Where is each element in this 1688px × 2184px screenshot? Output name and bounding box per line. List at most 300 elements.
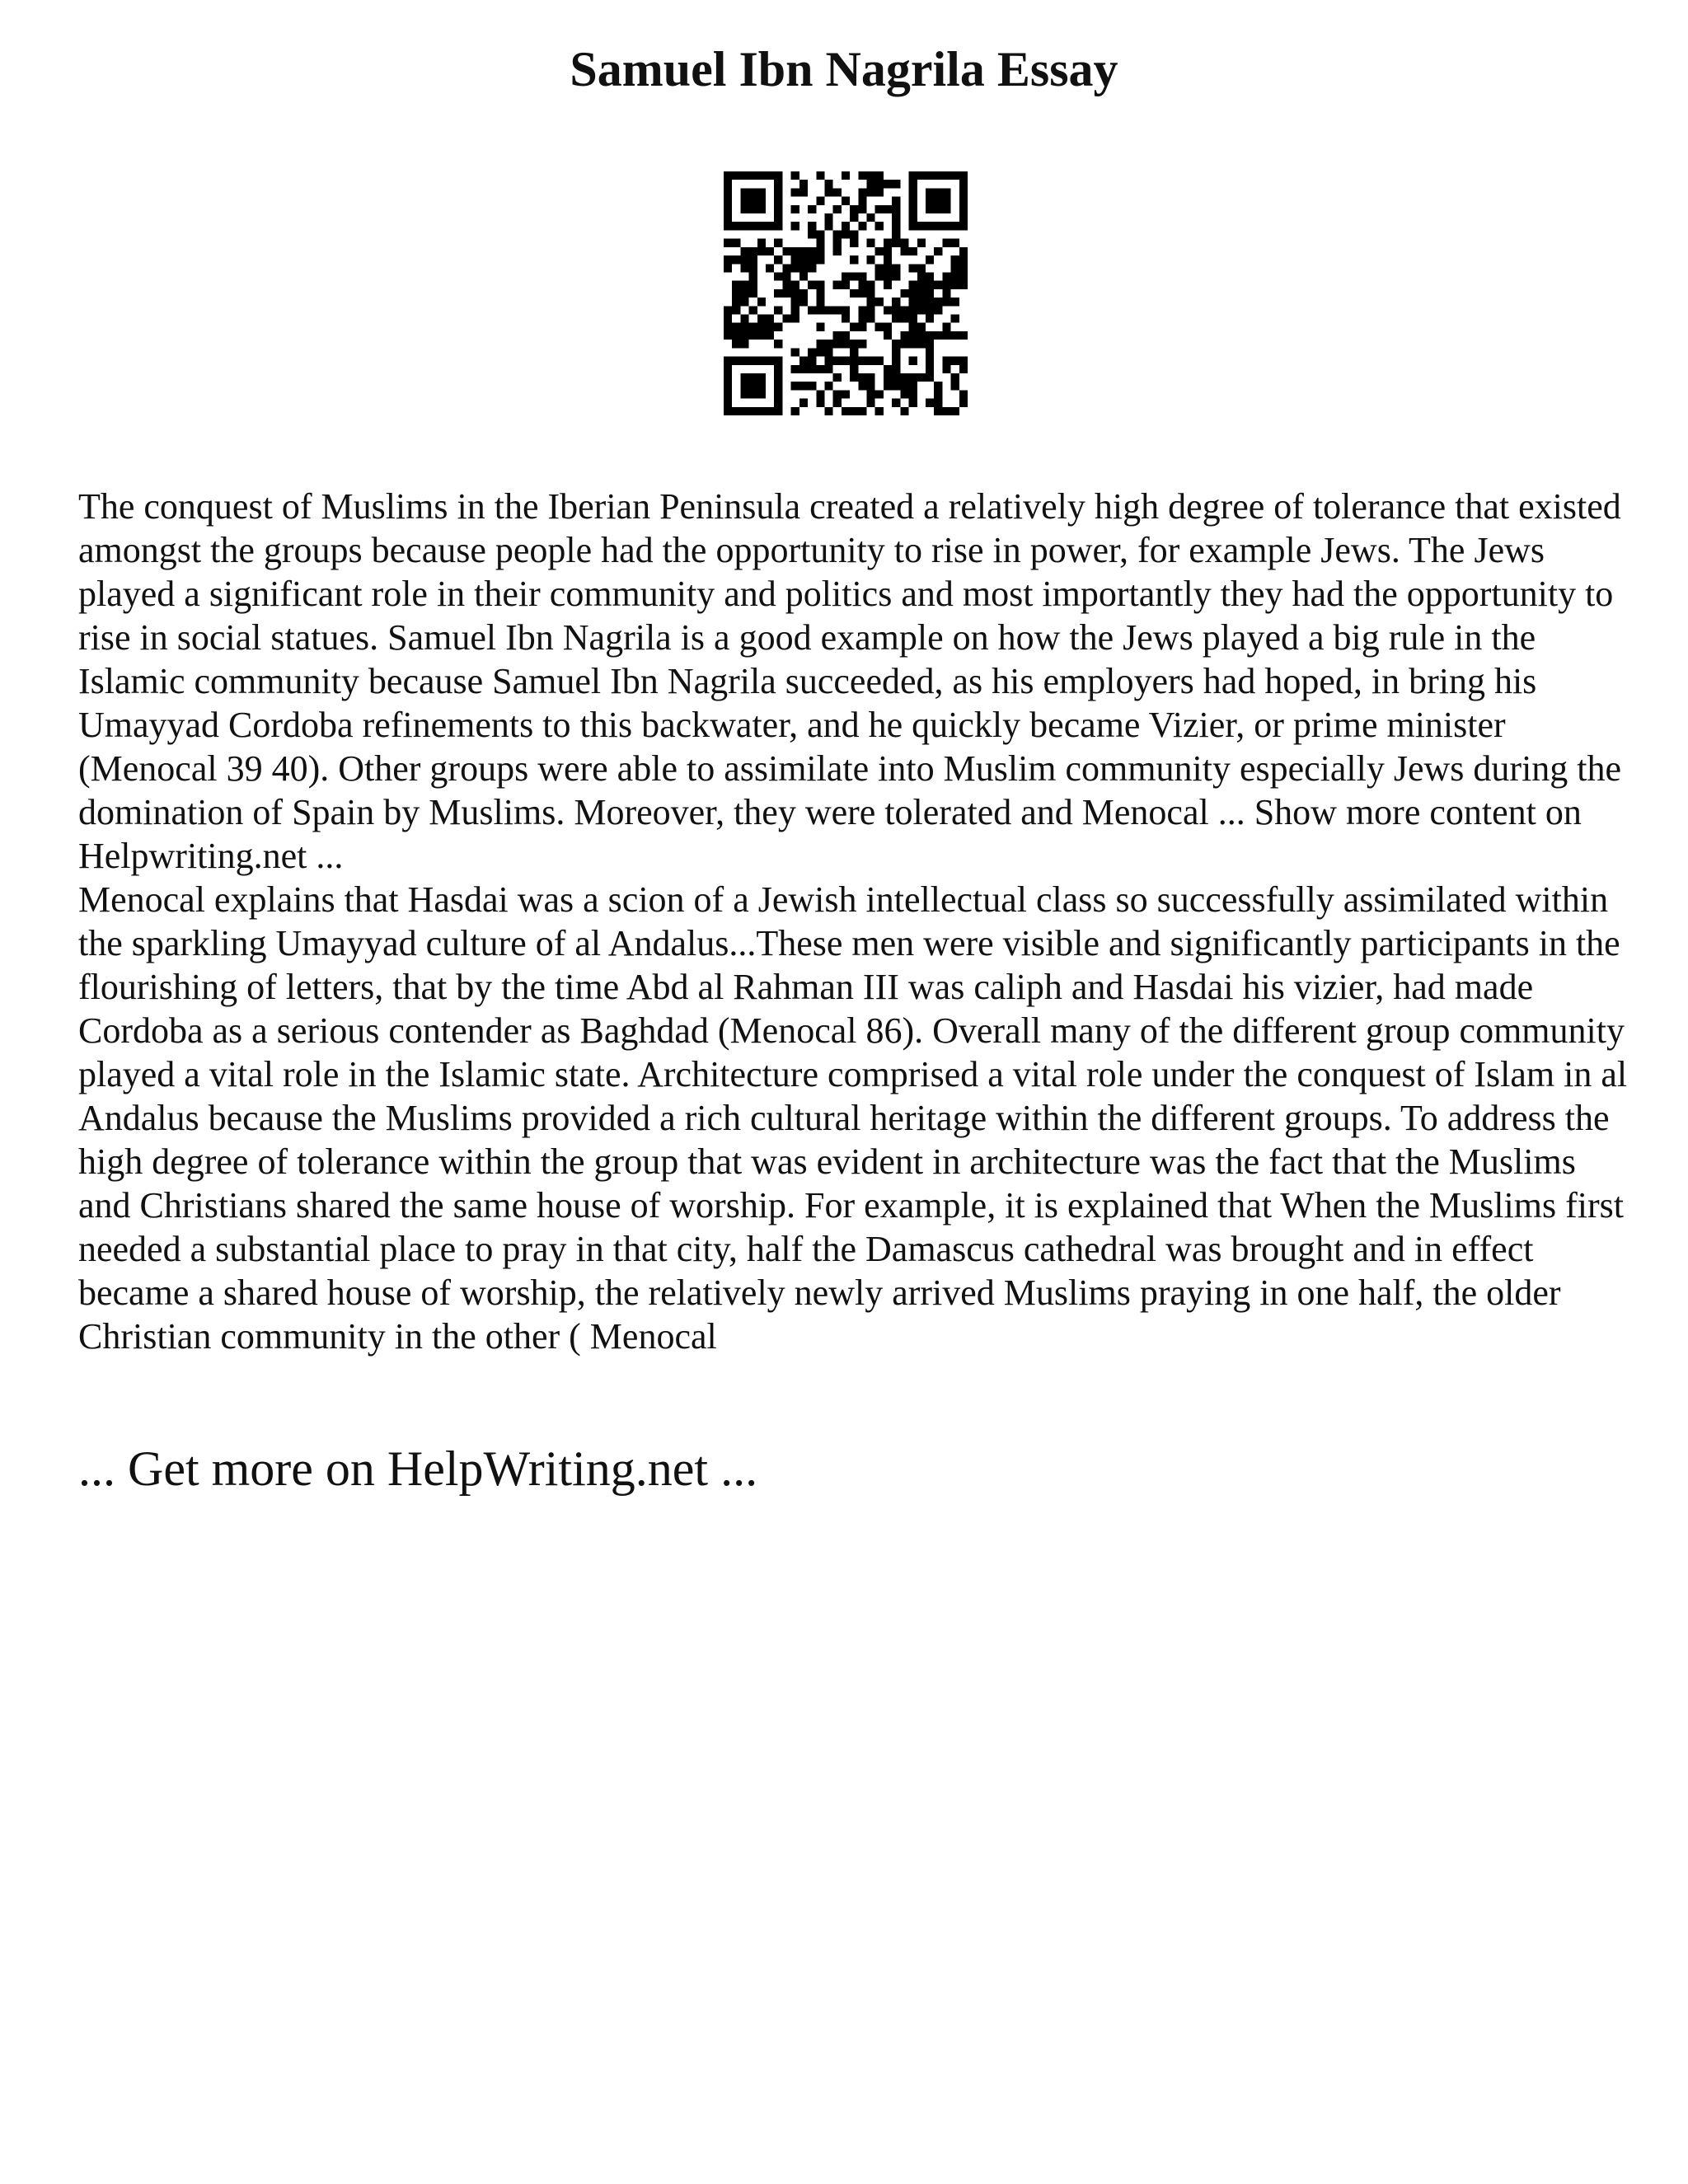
qr-module [917,298,926,306]
qr-module [959,222,968,230]
qr-module [774,197,782,205]
qr-module [757,239,766,247]
qr-module [749,323,757,331]
qr-module [816,306,824,314]
qr-module [791,365,799,373]
qr-module [909,171,917,180]
qr-module [724,407,732,415]
qr-module [724,239,732,247]
qr-module [909,315,917,323]
qr-module [959,399,968,407]
qr-module [942,197,950,205]
qr-module [942,407,950,415]
qr-module [749,205,757,213]
qr-module [909,188,917,196]
qr-module [833,188,842,196]
qr-module [766,357,774,365]
qr-module [732,323,740,331]
qr-module [833,247,842,255]
qr-module [934,407,942,415]
qr-module [892,239,900,247]
qr-module [833,357,842,365]
qr-module [757,222,766,230]
qr-module [917,289,926,298]
qr-module [909,399,917,407]
qr-module [892,264,900,272]
qr-module [917,373,926,382]
qr-module [884,373,892,382]
qr-module [951,382,959,390]
qr-module [909,331,917,340]
qr-module [740,407,748,415]
qr-module [959,357,968,365]
qr-module [740,255,748,264]
qr-module [816,247,824,255]
qr-module [942,239,950,247]
qr-module [724,213,732,222]
qr-module [892,399,900,407]
qr-module [824,188,832,196]
qr-module [808,222,816,230]
qr-module [791,315,799,323]
qr-module [808,205,816,213]
qr-module [757,315,766,323]
qr-module [875,180,884,188]
qr-module [774,357,782,365]
qr-module [959,255,968,264]
qr-module [724,382,732,390]
qr-module [724,180,732,188]
qr-module [858,289,866,298]
qr-module [875,390,884,398]
qr-module [917,281,926,289]
qr-module [749,272,757,280]
qr-module [858,323,866,331]
qr-module [732,298,740,306]
qr-module [740,222,748,230]
qr-module [791,407,799,415]
qr-module [740,281,748,289]
qr-module [808,281,816,289]
qr-module [900,239,908,247]
qr-module [850,255,858,264]
qr-module [824,348,832,356]
qr-module [749,382,757,390]
qr-module [850,230,858,238]
qr-module [942,281,950,289]
qr-module [892,365,900,373]
qr-module [951,281,959,289]
qr-module [799,298,808,306]
qr-module [858,205,866,213]
qr-module [959,247,968,255]
qr-module [816,171,824,180]
qr-module [884,205,892,213]
qr-module [917,331,926,340]
qr-module [884,239,892,247]
qr-module [926,399,934,407]
qr-module [959,188,968,196]
qr-module [799,289,808,298]
qr-module [892,180,900,188]
qr-module [867,399,875,407]
qr-module [724,315,732,323]
qr-module [951,373,959,382]
qr-module [740,247,748,255]
qr-module [858,306,866,314]
qr-module [724,306,732,314]
qr-code-image [724,171,968,415]
qr-module [724,264,732,272]
qr-module [858,171,866,180]
qr-module [766,264,774,272]
qr-module [867,390,875,398]
qr-module [740,373,748,382]
qr-module [892,230,900,238]
qr-module [782,247,790,255]
qr-module [850,365,858,373]
qr-module [833,239,842,247]
qr-module [892,348,900,356]
qr-module [875,171,884,180]
qr-module [942,188,950,196]
qr-module [799,247,808,255]
qr-module [942,298,950,306]
qr-module [917,272,926,280]
qr-module [909,180,917,188]
qr-module [740,340,748,348]
get-more-link[interactable]: ... Get more on HelpWriting.net ... [78,1441,758,1496]
qr-module [833,390,842,398]
qr-module [951,222,959,230]
qr-module [867,289,875,298]
qr-module [942,222,950,230]
qr-module [850,289,858,298]
qr-module [791,289,799,298]
qr-module [926,289,934,298]
qr-module [909,197,917,205]
qr-module [724,331,732,340]
qr-module [934,390,942,398]
qr-module [951,357,959,365]
qr-module [842,230,850,238]
qr-module [934,205,942,213]
qr-module [875,298,884,306]
qr-module [757,205,766,213]
qr-module [892,222,900,230]
qr-module [867,213,875,222]
qr-module [884,247,892,255]
qr-module [909,281,917,289]
qr-module [774,407,782,415]
qr-module [934,298,942,306]
qr-module [757,323,766,331]
qr-module [824,407,832,415]
qr-module [959,197,968,205]
qr-module [749,331,757,340]
qr-module [858,197,866,205]
qr-module [749,407,757,415]
qr-module [942,323,950,331]
qr-module [732,281,740,289]
qr-module [740,205,748,213]
qr-module [842,340,850,348]
qr-module [900,382,908,390]
qr-module [909,382,917,390]
qr-module [917,222,926,230]
qr-module [816,340,824,348]
qr-module [816,390,824,398]
qr-module [808,230,816,238]
qr-module [850,348,858,356]
qr-module [909,222,917,230]
qr-module [740,315,748,323]
qr-module [732,306,740,314]
qr-module [858,188,866,196]
qr-module [892,306,900,314]
qr-module [909,357,917,365]
qr-module [926,205,934,213]
qr-module [757,247,766,255]
qr-module [926,281,934,289]
qr-module [842,272,850,280]
qr-module [791,306,799,314]
qr-module [740,264,748,272]
qr-module [934,247,942,255]
qr-module [850,272,858,280]
qr-module [867,382,875,390]
qr-module [774,255,782,264]
qr-module [850,340,858,348]
qr-module [926,340,934,348]
qr-module [934,399,942,407]
qr-module [824,213,832,222]
qr-module [740,171,748,180]
qr-module [740,197,748,205]
qr-module [749,289,757,298]
qr-module [926,222,934,230]
qr-module [926,188,934,196]
qr-module [816,323,824,331]
qr-module [833,399,842,407]
qr-module [757,382,766,390]
qr-module [824,365,832,373]
qr-module [724,365,732,373]
qr-module [934,382,942,390]
qr-module [884,281,892,289]
qr-module [749,281,757,289]
qr-module [900,247,908,255]
qr-module [951,407,959,415]
qr-module [774,272,782,280]
qr-module [816,239,824,247]
qr-module [749,255,757,264]
qr-module [959,272,968,280]
qr-module [867,315,875,323]
qr-module [724,197,732,205]
qr-module [900,373,908,382]
qr-module [934,306,942,314]
qr-module [959,171,968,180]
qr-module [951,272,959,280]
qr-module [757,331,766,340]
qr-module [959,281,968,289]
qr-module [917,340,926,348]
qr-module [774,382,782,390]
qr-module [824,306,832,314]
qr-module [875,272,884,280]
qr-module [850,357,858,365]
qr-module [926,348,934,356]
qr-module [867,357,875,365]
document-title: Samuel Ibn Nagrila Essay [570,42,1118,96]
qr-module [926,357,934,365]
qr-module [740,188,748,196]
qr-module [951,264,959,272]
qr-module [926,255,934,264]
qr-module [791,264,799,272]
qr-module [892,340,900,348]
qr-module [724,399,732,407]
qr-module [774,323,782,331]
qr-module [875,407,884,415]
qr-module [732,239,740,247]
qr-module [757,188,766,196]
qr-module [926,315,934,323]
qr-module [842,281,850,289]
qr-module [842,171,850,180]
qr-module [749,197,757,205]
qr-module [791,281,799,289]
qr-module [842,306,850,314]
qr-module [909,289,917,298]
qr-module [740,357,748,365]
qr-module [867,298,875,306]
qr-module [766,323,774,331]
qr-module [749,390,757,398]
qr-module [858,357,866,365]
qr-module [799,357,808,365]
qr-module [808,382,816,390]
essay-paragraph-2: Menocal explains that Hasdai was a scion of a Jewish intellectual class so successfully assimilated within the sparkling Umayyad culture of al Andalus...These men were visible and significantly participants in the flourishing of letters, that by the time Abd al Rahman III was caliph and Hasdai his vizier, had made Cordoba as a serious contender as Baghdad (Menocal 86). Overall many of the different group community played a vital role in the Islamic state. Architecture comprised a vital role under the conquest of Islam in al Andalus because the Muslims provided a rich cultural heritage within the different groups. To address the high degree of tolerance within the group that was evident in architecture was the fact that the Muslims and Christians shared the same house of worship. For example, it is explained that When the Muslims first needed a substantial place to pray in that city, half the Damascus cathedral was brought and in effect became a shared house of worship, the relatively newly arrived Muslims praying in one half, the older Christian community in the other ( Menocal [78,879,1628,1357]
qr-module [884,382,892,390]
qr-module [774,171,782,180]
qr-module [867,180,875,188]
qr-module [884,272,892,280]
qr-module [816,230,824,238]
qr-module [774,213,782,222]
qr-module [824,357,832,365]
qr-module [808,365,816,373]
qr-module [842,315,850,323]
qr-module [774,390,782,398]
qr-module [774,373,782,382]
qr-module [774,340,782,348]
qr-module [934,281,942,289]
qr-module [782,289,790,298]
qr-module [909,390,917,398]
qr-module [842,331,850,340]
qr-module [749,247,757,255]
qr-module [892,205,900,213]
qr-module [934,222,942,230]
qr-module [740,390,748,398]
qr-module [951,171,959,180]
qr-module [842,197,850,205]
qr-module [766,407,774,415]
qr-module [934,188,942,196]
qr-module [732,255,740,264]
qr-module [900,315,908,323]
qr-module [917,171,926,180]
qr-module [740,289,748,298]
qr-module [959,264,968,272]
qr-module [808,306,816,314]
qr-module [833,281,842,289]
qr-module [816,197,824,205]
qr-module [934,197,942,205]
qr-module [732,171,740,180]
qr-module [749,222,757,230]
qr-module [791,205,799,213]
qr-module [917,323,926,331]
qr-module [724,357,732,365]
qr-module [934,331,942,340]
qr-module [858,407,866,415]
qr-module [900,340,908,348]
qr-module [850,213,858,222]
qr-module [732,289,740,298]
qr-module [850,205,858,213]
qr-module [757,357,766,365]
qr-module [909,306,917,314]
qr-module [842,407,850,415]
qr-module [942,205,950,213]
qr-module [900,331,908,340]
qr-module [909,205,917,213]
qr-module [926,365,934,373]
qr-module [724,390,732,398]
qr-module [884,255,892,264]
qr-module [959,390,968,398]
qr-module [942,365,950,373]
qr-module [875,247,884,255]
qr-module [867,188,875,196]
qr-module [942,272,950,280]
qr-module [858,272,866,280]
qr-module [867,306,875,314]
qr-module [875,323,884,331]
qr-module [824,382,832,390]
qr-module [799,399,808,407]
qr-module [875,264,884,272]
qr-module [749,306,757,314]
qr-module [875,222,884,230]
qr-module [799,264,808,272]
qr-module [909,264,917,272]
qr-module [884,323,892,331]
qr-module [732,222,740,230]
qr-module [732,331,740,340]
qr-module [766,331,774,340]
qr-module [824,222,832,230]
qr-module [774,205,782,213]
qr-module [858,340,866,348]
qr-module [926,331,934,340]
qr-module [850,373,858,382]
qr-module [749,188,757,196]
qr-module [824,340,832,348]
